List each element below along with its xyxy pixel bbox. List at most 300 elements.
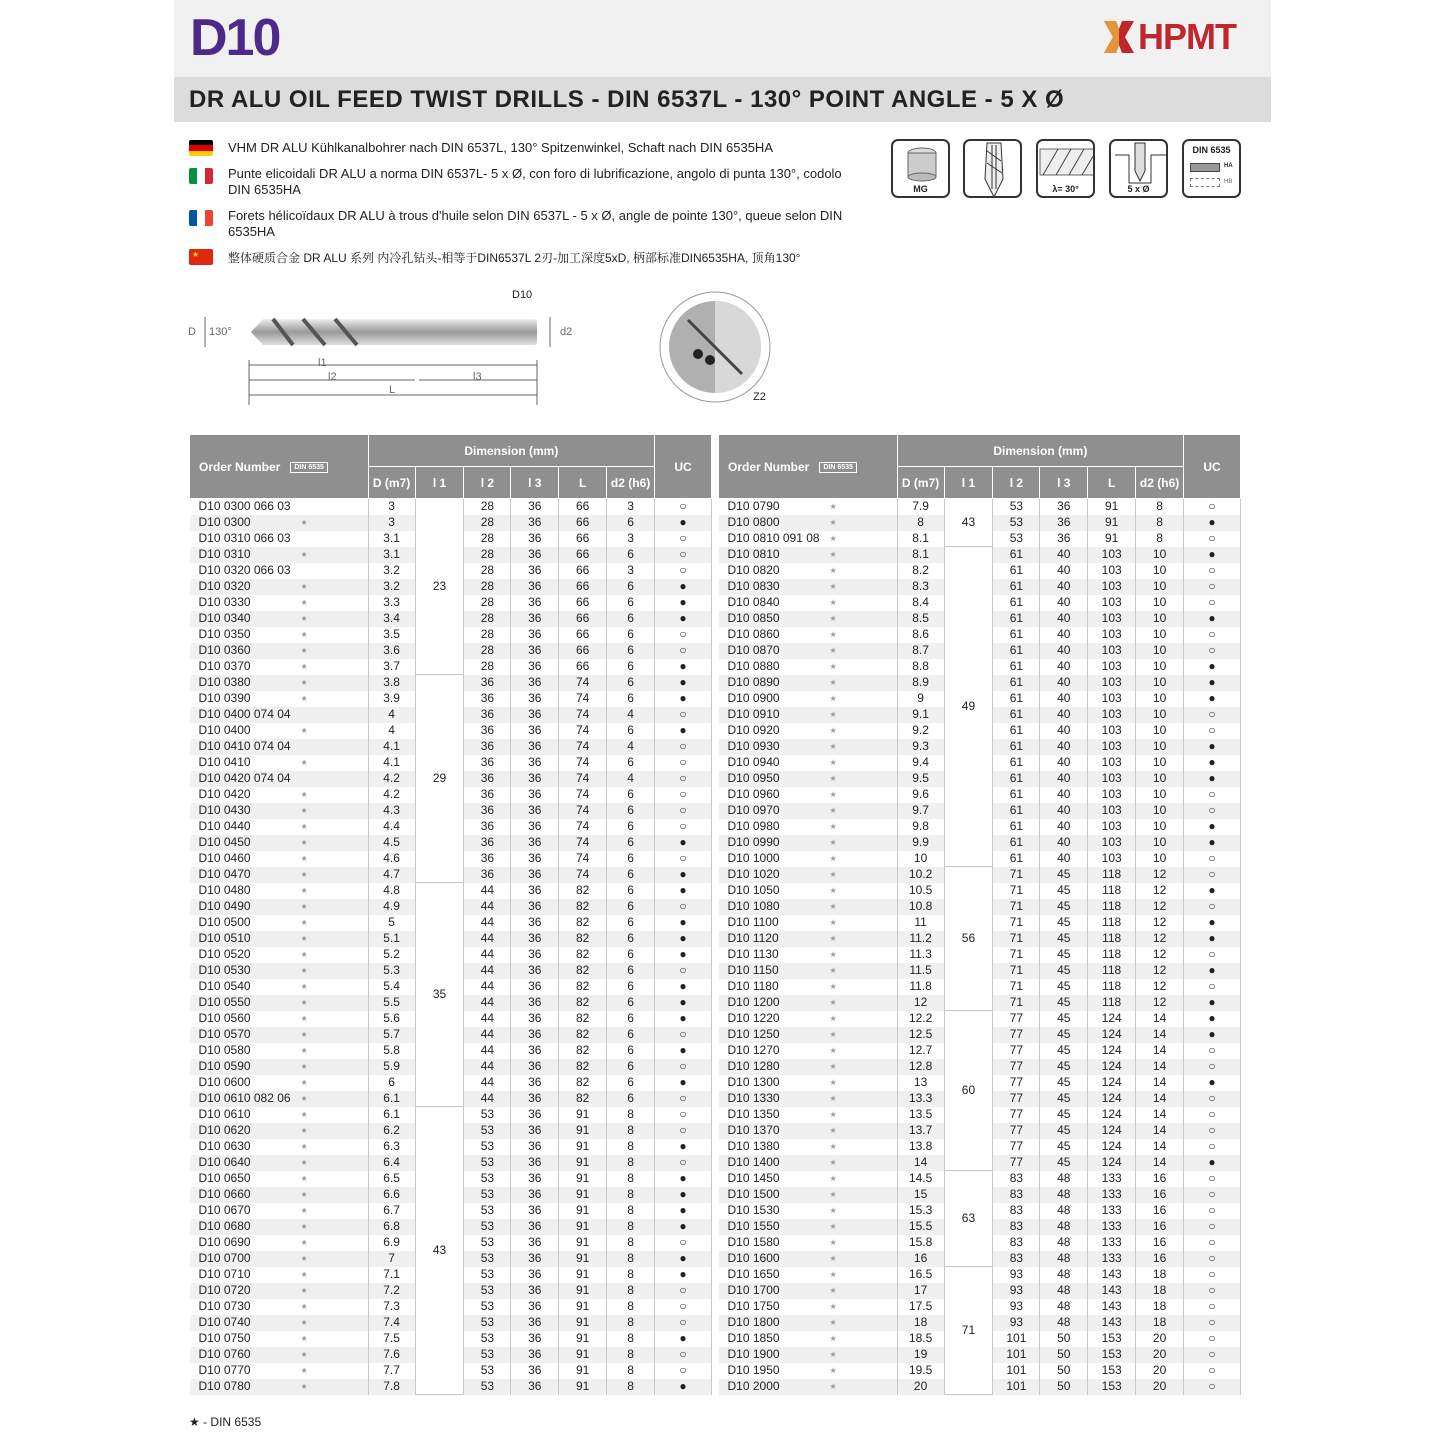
diameter: 4.7 <box>368 867 415 883</box>
uc-indicator: ○ <box>1184 1267 1241 1283</box>
l3-value: 36 <box>511 627 559 643</box>
total-length: 124 <box>1088 1139 1136 1155</box>
uc-indicator: ○ <box>655 1107 712 1123</box>
l2-value: 53 <box>993 515 1040 531</box>
order-number: D10 0790 ★ <box>719 499 898 515</box>
total-length: 66 <box>559 563 607 579</box>
diameter: 18.5 <box>897 1331 944 1347</box>
l2-value: 77 <box>993 1155 1040 1171</box>
din-star: ★ <box>300 1349 308 1359</box>
order-number: D10 0340 ★ <box>190 611 369 627</box>
l2-value: 44 <box>464 1027 511 1043</box>
total-length: 118 <box>1088 963 1136 979</box>
order-number: D10 0550 ★ <box>190 995 369 1011</box>
l2-value: 44 <box>464 915 511 931</box>
dim-col-header: D (m7) <box>897 467 944 499</box>
helix-icon: λ= 30° <box>1036 139 1095 198</box>
order-number: D10 0960 ★ <box>719 787 898 803</box>
order-number: D10 0310 066 03 <box>190 531 369 547</box>
total-length: 82 <box>559 995 607 1011</box>
order-number: D10 1700 ★ <box>719 1283 898 1299</box>
shank-diameter: 14 <box>1136 1139 1184 1155</box>
shank-diameter: 18 <box>1136 1267 1184 1283</box>
l3-value: 40 <box>1040 771 1088 787</box>
din-star: ★ <box>300 1077 308 1087</box>
dimension-header: Dimension (mm) <box>368 435 654 467</box>
diameter: 7.8 <box>368 1379 415 1395</box>
shank-diameter: 4 <box>607 771 655 787</box>
diameter: 11 <box>897 915 944 931</box>
din-star: ★ <box>300 949 308 959</box>
dim-col-header: l 2 <box>993 467 1040 499</box>
din-star: ★ <box>829 645 837 655</box>
shank-icon: DIN 6535 HA HB <box>1182 139 1241 198</box>
diameter: 5.4 <box>368 979 415 995</box>
din-star: ★ <box>300 757 308 767</box>
total-length: 82 <box>559 931 607 947</box>
din-star: ★ <box>829 549 837 559</box>
total-length: 74 <box>559 691 607 707</box>
shank-diameter: 8 <box>607 1219 655 1235</box>
shank-diameter: 6 <box>607 899 655 915</box>
l2-value: 61 <box>993 787 1040 803</box>
uc-indicator: ○ <box>1184 579 1241 595</box>
l3-value: 40 <box>1040 707 1088 723</box>
l2-value: 83 <box>993 1203 1040 1219</box>
din-star: ★ <box>829 1365 837 1375</box>
l3-value: 36 <box>511 979 559 995</box>
l1-value: 63 <box>944 1171 993 1267</box>
l2-value: 36 <box>464 835 511 851</box>
diameter: 5.8 <box>368 1043 415 1059</box>
shank-diameter: 8 <box>607 1251 655 1267</box>
l3-value: 40 <box>1040 787 1088 803</box>
uc-indicator: ● <box>1184 739 1241 755</box>
total-length: 82 <box>559 1043 607 1059</box>
uc-indicator: ● <box>655 867 712 883</box>
diameter: 14 <box>897 1155 944 1171</box>
shank-diameter: 10 <box>1136 627 1184 643</box>
l2-value: 53 <box>464 1283 511 1299</box>
total-length: 91 <box>559 1363 607 1379</box>
uc-indicator: ● <box>1184 995 1241 1011</box>
l2-value: 101 <box>993 1331 1040 1347</box>
shank-diameter: 14 <box>1136 1155 1184 1171</box>
total-length: 91 <box>559 1203 607 1219</box>
shank-diameter: 10 <box>1136 819 1184 835</box>
shank-diameter: 16 <box>1136 1171 1184 1187</box>
diameter: 8.8 <box>897 659 944 675</box>
l2-value: 44 <box>464 899 511 915</box>
l2-value: 44 <box>464 1043 511 1059</box>
diameter: 15.8 <box>897 1235 944 1251</box>
uc-indicator: ● <box>1184 755 1241 771</box>
total-length: 66 <box>559 515 607 531</box>
diameter: 13.7 <box>897 1123 944 1139</box>
uc-header: UC <box>1184 435 1241 499</box>
uc-indicator: ● <box>655 515 712 531</box>
shank-diameter: 12 <box>1136 979 1184 995</box>
diameter: 12.8 <box>897 1059 944 1075</box>
l3-value: 36 <box>511 1107 559 1123</box>
uc-indicator: ● <box>655 979 712 995</box>
total-length: 153 <box>1088 1379 1136 1395</box>
dim-col-header: d2 (h6) <box>1136 467 1184 499</box>
din-star: ★ <box>300 645 308 655</box>
l3-value: 36 <box>511 643 559 659</box>
order-number: D10 0430 ★ <box>190 803 369 819</box>
total-length: 91 <box>559 1251 607 1267</box>
diameter: 11.3 <box>897 947 944 963</box>
order-number: D10 0970 ★ <box>719 803 898 819</box>
l3-value: 36 <box>511 995 559 1011</box>
din-star: ★ <box>829 805 837 815</box>
total-length: 82 <box>559 963 607 979</box>
din-star: ★ <box>829 725 837 735</box>
l3-value: 36 <box>511 579 559 595</box>
page-title: DR ALU OIL FEED TWIST DRILLS - DIN 6537L - 130° POINT ANGLE - 5 X Ø <box>189 86 1065 113</box>
l2-value: 61 <box>993 707 1040 723</box>
l3-value: 45 <box>1040 995 1088 1011</box>
l2-value: 83 <box>993 1187 1040 1203</box>
l3-value: 45 <box>1040 1123 1088 1139</box>
uc-indicator: ○ <box>1184 707 1241 723</box>
din-star: ★ <box>829 629 837 639</box>
uc-indicator: ● <box>655 611 712 627</box>
total-length: 133 <box>1088 1187 1136 1203</box>
l2-value: 71 <box>993 915 1040 931</box>
total-length: 74 <box>559 723 607 739</box>
l2-value: 53 <box>464 1123 511 1139</box>
uc-indicator: ○ <box>655 707 712 723</box>
diameter: 7.5 <box>368 1331 415 1347</box>
l1-value: 29 <box>415 675 464 883</box>
din-star: ★ <box>829 1013 837 1023</box>
order-number: D10 0480 ★ <box>190 883 369 899</box>
uc-indicator: ● <box>1184 691 1241 707</box>
din-star: ★ <box>829 1317 837 1327</box>
product-code: D10 <box>190 9 280 67</box>
order-number: D10 0420 ★ <box>190 787 369 803</box>
l1-label: l1 <box>318 357 327 369</box>
uc-indicator: ○ <box>1184 1171 1241 1187</box>
l3-value: 40 <box>1040 675 1088 691</box>
dim-col-header: L <box>1088 467 1136 499</box>
diameter: 10 <box>897 851 944 867</box>
l3-value: 40 <box>1040 755 1088 771</box>
dim-col-header: l 2 <box>464 467 511 499</box>
l3-value: 45 <box>1040 883 1088 899</box>
shank-diameter: 16 <box>1136 1219 1184 1235</box>
total-length: 103 <box>1088 819 1136 835</box>
diameter: 12.2 <box>897 1011 944 1027</box>
l3-value: 36 <box>511 1379 559 1395</box>
order-number: D10 0650 ★ <box>190 1171 369 1187</box>
uc-indicator: ○ <box>1184 1379 1241 1395</box>
diameter: 9.5 <box>897 771 944 787</box>
order-number: D10 1200 ★ <box>719 995 898 1011</box>
l2-value: 61 <box>993 835 1040 851</box>
din-star: ★ <box>829 933 837 943</box>
din-star: ★ <box>300 885 308 895</box>
l3-value: 45 <box>1040 867 1088 883</box>
dim-col-header: l 1 <box>415 467 464 499</box>
total-length: 118 <box>1088 867 1136 883</box>
diameter: 8.5 <box>897 611 944 627</box>
order-number: D10 1280 ★ <box>719 1059 898 1075</box>
din-star: ★ <box>829 1269 837 1279</box>
diameter: 6.1 <box>368 1091 415 1107</box>
din-star: ★ <box>829 1029 837 1039</box>
din-star: ★ <box>829 1221 837 1231</box>
l3-value: 36 <box>1040 515 1088 531</box>
order-number: D10 1650 ★ <box>719 1267 898 1283</box>
uc-indicator: ● <box>1184 1155 1241 1171</box>
total-length: 118 <box>1088 899 1136 915</box>
l2-value: 53 <box>464 1155 511 1171</box>
drill-drawing <box>185 305 585 405</box>
total-length: 153 <box>1088 1363 1136 1379</box>
diameter: 3 <box>368 499 415 515</box>
shank-diameter: 8 <box>607 1155 655 1171</box>
order-number: D10 0950 ★ <box>719 771 898 787</box>
order-number: D10 0540 ★ <box>190 979 369 995</box>
shank-diameter: 6 <box>607 963 655 979</box>
l3-value: 45 <box>1040 915 1088 931</box>
total-length: 103 <box>1088 547 1136 563</box>
uc-indicator: ○ <box>1184 1299 1241 1315</box>
din-star: ★ <box>300 1109 308 1119</box>
uc-indicator: ○ <box>1184 1203 1241 1219</box>
total-length: 103 <box>1088 659 1136 675</box>
l2-value: 53 <box>464 1171 511 1187</box>
l3-value: 36 <box>511 819 559 835</box>
order-number: D10 0330 ★ <box>190 595 369 611</box>
l2-value: 53 <box>993 499 1040 515</box>
l2-value: 61 <box>993 627 1040 643</box>
total-length: 91 <box>559 1379 607 1395</box>
total-length: 74 <box>559 803 607 819</box>
din-star: ★ <box>829 901 837 911</box>
shank-diameter: 8 <box>1136 499 1184 515</box>
total-length: 124 <box>1088 1075 1136 1091</box>
din-star: ★ <box>829 965 837 975</box>
l2-value: 77 <box>993 1107 1040 1123</box>
total-length: 103 <box>1088 739 1136 755</box>
diameter: 6.5 <box>368 1171 415 1187</box>
order-number: D10 0780 ★ <box>190 1379 369 1395</box>
total-length: 153 <box>1088 1331 1136 1347</box>
uc-indicator: ● <box>1184 771 1241 787</box>
diameter: 5 <box>368 915 415 931</box>
l2-value: 71 <box>993 867 1040 883</box>
din-star: ★ <box>300 965 308 975</box>
uc-indicator: ○ <box>1184 1235 1241 1251</box>
uc-indicator: ● <box>655 1139 712 1155</box>
brand-name: HPMT <box>1138 16 1236 57</box>
order-number: D10 1150 ★ <box>719 963 898 979</box>
total-length: 124 <box>1088 1011 1136 1027</box>
din-star: ★ <box>300 997 308 1007</box>
shank-diameter: 12 <box>1136 963 1184 979</box>
l3-value: 48 <box>1040 1203 1088 1219</box>
total-length: 118 <box>1088 915 1136 931</box>
uc-header: UC <box>655 435 712 499</box>
diameter: 3 <box>368 515 415 531</box>
order-table-right <box>718 434 1241 1395</box>
l3-value: 36 <box>511 899 559 915</box>
din-star: ★ <box>300 613 308 623</box>
din-star: ★ <box>829 1349 837 1359</box>
uc-indicator: ○ <box>655 739 712 755</box>
l3-value: 36 <box>511 1091 559 1107</box>
shank-diameter: 8 <box>607 1363 655 1379</box>
diameter: 16.5 <box>897 1267 944 1283</box>
uc-indicator: ○ <box>1184 1331 1241 1347</box>
l2-value: 61 <box>993 643 1040 659</box>
material-icon: MG <box>891 139 950 198</box>
l2-value: 83 <box>993 1235 1040 1251</box>
din-star: ★ <box>300 837 308 847</box>
footnote: ★ - DIN 6535 <box>189 1415 262 1429</box>
total-length: 124 <box>1088 1027 1136 1043</box>
din-star: ★ <box>829 693 837 703</box>
order-number: D10 0400 074 04 <box>190 707 369 723</box>
diameter: 15.5 <box>897 1219 944 1235</box>
uc-indicator: ● <box>655 1011 712 1027</box>
din-star: ★ <box>829 1173 837 1183</box>
l3-value: 40 <box>1040 611 1088 627</box>
din-star: ★ <box>829 1189 837 1199</box>
diameter: 4.2 <box>368 771 415 787</box>
diameter: 13.8 <box>897 1139 944 1155</box>
order-number: D10 0620 ★ <box>190 1123 369 1139</box>
din-star: ★ <box>300 1365 308 1375</box>
total-length: 118 <box>1088 931 1136 947</box>
total-length: 133 <box>1088 1171 1136 1187</box>
uc-indicator: ○ <box>655 755 712 771</box>
total-length: 103 <box>1088 803 1136 819</box>
shank-diameter: 10 <box>1136 739 1184 755</box>
diameter: 19 <box>897 1347 944 1363</box>
table-row <box>719 1011 1241 1027</box>
total-length: 91 <box>559 1107 607 1123</box>
l2-value: 36 <box>464 691 511 707</box>
order-number: D10 0740 ★ <box>190 1315 369 1331</box>
uc-indicator: ○ <box>655 643 712 659</box>
diameter: 5.5 <box>368 995 415 1011</box>
din-star: ★ <box>300 1317 308 1327</box>
shank-diameter: 6 <box>607 979 655 995</box>
l3-value: 50 <box>1040 1379 1088 1395</box>
l3-value: 45 <box>1040 1107 1088 1123</box>
shank-diameter: 6 <box>607 611 655 627</box>
din-star: ★ <box>300 1013 308 1023</box>
shank-diameter: 14 <box>1136 1059 1184 1075</box>
total-length: 66 <box>559 643 607 659</box>
l2-value: 36 <box>464 755 511 771</box>
uc-indicator: ● <box>655 995 712 1011</box>
uc-indicator: ○ <box>1184 803 1241 819</box>
total-length: 91 <box>559 1315 607 1331</box>
l2-value: 83 <box>993 1251 1040 1267</box>
l2-value: 61 <box>993 675 1040 691</box>
diameter: 8.2 <box>897 563 944 579</box>
shank-diameter: 10 <box>1136 563 1184 579</box>
l2-value: 44 <box>464 947 511 963</box>
total-length: 74 <box>559 739 607 755</box>
order-number: D10 1380 ★ <box>719 1139 898 1155</box>
order-number: D10 1000 ★ <box>719 851 898 867</box>
diameter: 3.3 <box>368 595 415 611</box>
din-star: ★ <box>829 757 837 767</box>
l3-value: 40 <box>1040 723 1088 739</box>
shank-diameter: 10 <box>1136 659 1184 675</box>
diameter: 13.5 <box>897 1107 944 1123</box>
l2-value: 28 <box>464 531 511 547</box>
din-star: ★ <box>300 789 308 799</box>
total-length: 103 <box>1088 691 1136 707</box>
order-number: D10 1270 ★ <box>719 1043 898 1059</box>
order-number: D10 1370 ★ <box>719 1123 898 1139</box>
din-star: ★ <box>829 502 837 511</box>
l3-value: 36 <box>511 835 559 851</box>
diameter: 7 <box>368 1251 415 1267</box>
order-number: D10 0440 ★ <box>190 819 369 835</box>
l3-value: 36 <box>511 1203 559 1219</box>
l2-value: 36 <box>464 707 511 723</box>
din-star: ★ <box>300 1157 308 1167</box>
diameter: 6.7 <box>368 1203 415 1219</box>
total-length: 66 <box>559 627 607 643</box>
l3-value: 48 <box>1040 1171 1088 1187</box>
l2-value: 36 <box>464 851 511 867</box>
din-star: ★ <box>300 869 308 879</box>
z-label: Z2 <box>753 391 766 403</box>
diameter: 5.1 <box>368 931 415 947</box>
l3-value: 45 <box>1040 979 1088 995</box>
uc-indicator: ○ <box>1184 899 1241 915</box>
order-number: D10 0370 ★ <box>190 659 369 675</box>
shank-diameter: 10 <box>1136 787 1184 803</box>
uc-indicator: ● <box>1184 611 1241 627</box>
diameter: 17 <box>897 1283 944 1299</box>
din-star: ★ <box>829 853 837 863</box>
shank-diameter: 6 <box>607 803 655 819</box>
dim-col-header: L <box>559 467 607 499</box>
order-number: D10 0680 ★ <box>190 1219 369 1235</box>
shank-diameter: 10 <box>1136 803 1184 819</box>
uc-indicator: ○ <box>655 1155 712 1171</box>
din-star: ★ <box>300 1221 308 1231</box>
shank-diameter: 18 <box>1136 1315 1184 1331</box>
diameter: 4.1 <box>368 755 415 771</box>
l2-value: 44 <box>464 883 511 899</box>
l3-value: 45 <box>1040 1011 1088 1027</box>
shank-diameter: 6 <box>607 595 655 611</box>
shank-diameter: 10 <box>1136 835 1184 851</box>
l2-value: 61 <box>993 771 1040 787</box>
din-star: ★ <box>829 709 837 719</box>
order-number: D10 0720 ★ <box>190 1283 369 1299</box>
uc-indicator: ○ <box>1184 979 1241 995</box>
l3-value: 36 <box>511 1059 559 1075</box>
l2-value: 44 <box>464 931 511 947</box>
l2-value: 93 <box>993 1299 1040 1315</box>
uc-indicator: ● <box>1184 1027 1241 1043</box>
uc-indicator: ○ <box>1184 723 1241 739</box>
order-number: D10 0930 ★ <box>719 739 898 755</box>
